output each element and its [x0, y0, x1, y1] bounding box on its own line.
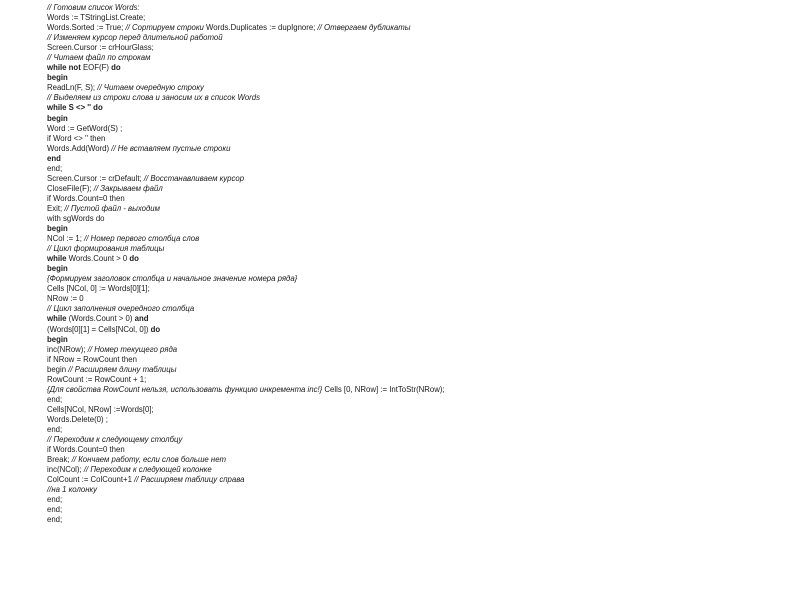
code-comment: //на 1 колонку — [47, 485, 98, 495]
code-line — [47, 3, 787, 13]
code-line — [47, 365, 787, 375]
code-line — [47, 455, 787, 465]
code-text: inc(NRow); — [47, 344, 88, 354]
code-line — [47, 355, 787, 365]
code-line — [47, 264, 787, 274]
code-text: (Words[0][1] = Cells[NCol, 0]) — [47, 324, 151, 334]
code-line — [47, 495, 787, 505]
code-comment: // Переходим к следующей колонке — [83, 465, 212, 475]
code-text: Cells[NCol, NRow] :=Words[0]; — [47, 404, 154, 414]
code-line — [47, 475, 787, 485]
code-line — [47, 33, 787, 43]
code-line — [47, 194, 787, 204]
code-text: ReadLn(F, S); — [47, 83, 98, 93]
code-line — [47, 435, 787, 445]
code-line — [47, 164, 787, 174]
code-line — [47, 234, 787, 244]
code-text: end; — [47, 163, 63, 173]
code-text: EOF(F) — [82, 63, 112, 73]
code-line — [47, 515, 787, 525]
code-line — [47, 345, 787, 355]
code-comment: // Номер первого столбца слов — [84, 234, 200, 244]
code-text: end; — [47, 505, 63, 515]
code-text: Cells [NCol, 0] := Words[0][1]; — [47, 284, 150, 294]
code-text: CloseFile(F); — [47, 183, 94, 193]
code-line — [47, 144, 787, 154]
code-comment: // Пустой файл - выходим — [64, 203, 160, 213]
code-comment: // Не вставляем пустые строки — [111, 143, 231, 153]
code-keyword: end — [47, 153, 61, 163]
code-comment: // Расширяем таблицу справа — [134, 475, 245, 485]
code-text: Exit; — [47, 203, 65, 213]
code-text: Words := TStringList.Create; — [47, 13, 146, 23]
code-text: RowCount := RowCount + 1; — [47, 374, 147, 384]
code-text: NCol := 1; — [47, 234, 85, 244]
code-text: Words.Add(Word) — [47, 143, 112, 153]
code-line — [47, 465, 787, 475]
code-text: Cells [0, NRow] := IntToStr(NRow); — [324, 384, 445, 394]
code-line — [47, 314, 787, 324]
code-comment: {Формируем заголовок столбца и начальное значение номера ряда} — [47, 274, 298, 284]
code-line — [47, 254, 787, 264]
code-keyword: begin — [47, 113, 68, 123]
code-keyword: begin — [47, 264, 68, 274]
code-text: ColCount := ColCount+1 — [47, 475, 135, 485]
code-keyword: do — [150, 324, 161, 334]
code-line — [47, 284, 787, 294]
code-comment: // Сортируем строки — [125, 23, 207, 33]
code-comment: // Кончаем работу, если слов больше нет — [71, 455, 226, 465]
code-line — [47, 395, 787, 405]
code-line — [47, 375, 787, 385]
code-line — [47, 93, 787, 103]
code-comment: // Переходим к следующему столбцу — [47, 435, 183, 445]
code-text: Words.Delete(0) ; — [47, 414, 108, 424]
code-line — [47, 294, 787, 304]
code-line — [47, 425, 787, 435]
code-text: Screen.Cursor := crHourGlass; — [47, 43, 154, 53]
code-line — [47, 134, 787, 144]
code-keyword: do — [129, 254, 139, 264]
code-text: inc(NCol); — [47, 465, 84, 475]
code-line — [47, 23, 787, 33]
code-line — [47, 485, 787, 495]
code-line — [47, 405, 787, 415]
code-line — [47, 415, 787, 425]
code-line — [47, 154, 787, 164]
code-comment: // Изменяем курсор перед длительной работой — [47, 33, 223, 43]
code-text: Words.Sorted := True; — [47, 23, 126, 33]
code-line — [47, 204, 787, 214]
code-text: if NRow = RowCount then — [47, 354, 137, 364]
code-line — [47, 114, 787, 124]
code-comment: // Читаем очередную строку — [97, 83, 204, 93]
code-keyword: while — [47, 314, 69, 324]
code-keyword: while S <> '' do — [47, 103, 103, 113]
code-line — [47, 325, 787, 335]
code-text: Words.Count > 0 — [68, 254, 130, 264]
code-text: Screen.Cursor := crDefault; — [47, 173, 144, 183]
code-line — [47, 214, 787, 224]
code-line — [47, 274, 787, 284]
code-line — [47, 63, 787, 73]
code-line — [47, 174, 787, 184]
code-keyword: begin — [47, 73, 68, 83]
code-text: NRow := 0 — [47, 294, 84, 304]
code-line — [47, 304, 787, 314]
code-text: begin — [47, 364, 69, 374]
code-text: end; — [47, 424, 63, 434]
code-line — [47, 244, 787, 254]
code-line — [47, 184, 787, 194]
code-line — [47, 43, 787, 53]
code-line — [47, 224, 787, 234]
code-text: if Words.Count=0 then — [47, 445, 125, 455]
code-keyword: while not — [47, 63, 83, 73]
code-keyword: do — [111, 63, 121, 73]
code-text: Break; — [47, 455, 72, 465]
code-text: end; — [47, 495, 63, 505]
code-comment: // Готовим список Words: — [47, 3, 140, 12]
code-line — [47, 385, 787, 395]
code-keyword: begin — [47, 334, 68, 344]
code-keyword: while — [47, 254, 69, 264]
code-comment: // Восстанавливаем курсор — [143, 173, 245, 183]
code-text: end; — [47, 515, 63, 525]
code-line — [47, 103, 787, 113]
code-comment: // Закрываем файл — [93, 183, 163, 193]
code-comment: // Читаем файл по строкам — [47, 53, 151, 63]
code-text: Words.Duplicates := dupIgnore; — [206, 23, 318, 33]
code-line — [47, 13, 787, 23]
code-listing — [47, 3, 787, 525]
code-comment: // Расширяем длину таблицы — [68, 364, 177, 374]
code-comment: {Для свойства RowCount нельзя, использовать функцию инкремента inc!} — [47, 384, 325, 394]
code-text: with sgWords do — [47, 213, 105, 223]
code-line — [47, 505, 787, 515]
code-line — [47, 124, 787, 134]
code-text: end; — [47, 394, 63, 404]
code-comment: // Цикл формирования таблицы — [47, 244, 165, 254]
code-line — [47, 445, 787, 455]
code-line — [47, 83, 787, 93]
code-comment: // Выделяем из строки слова и заносим их в список Words — [47, 93, 260, 103]
code-text: (Words.Count > 0) — [68, 314, 135, 324]
code-keyword: and — [134, 314, 149, 324]
code-keyword: begin — [47, 224, 68, 234]
code-text: Word := GetWord(S) ; — [47, 123, 123, 133]
code-line — [47, 53, 787, 63]
code-comment: // Цикл заполнения очередного столбца — [47, 304, 195, 314]
code-line — [47, 335, 787, 345]
code-text: if Word <> '' then — [47, 133, 106, 143]
code-comment: // Отвергаем дубликаты — [317, 23, 411, 33]
code-comment: // Номер текущего ряда — [87, 344, 178, 354]
code-line — [47, 73, 787, 83]
code-text: if Words.Count=0 then — [47, 193, 125, 203]
